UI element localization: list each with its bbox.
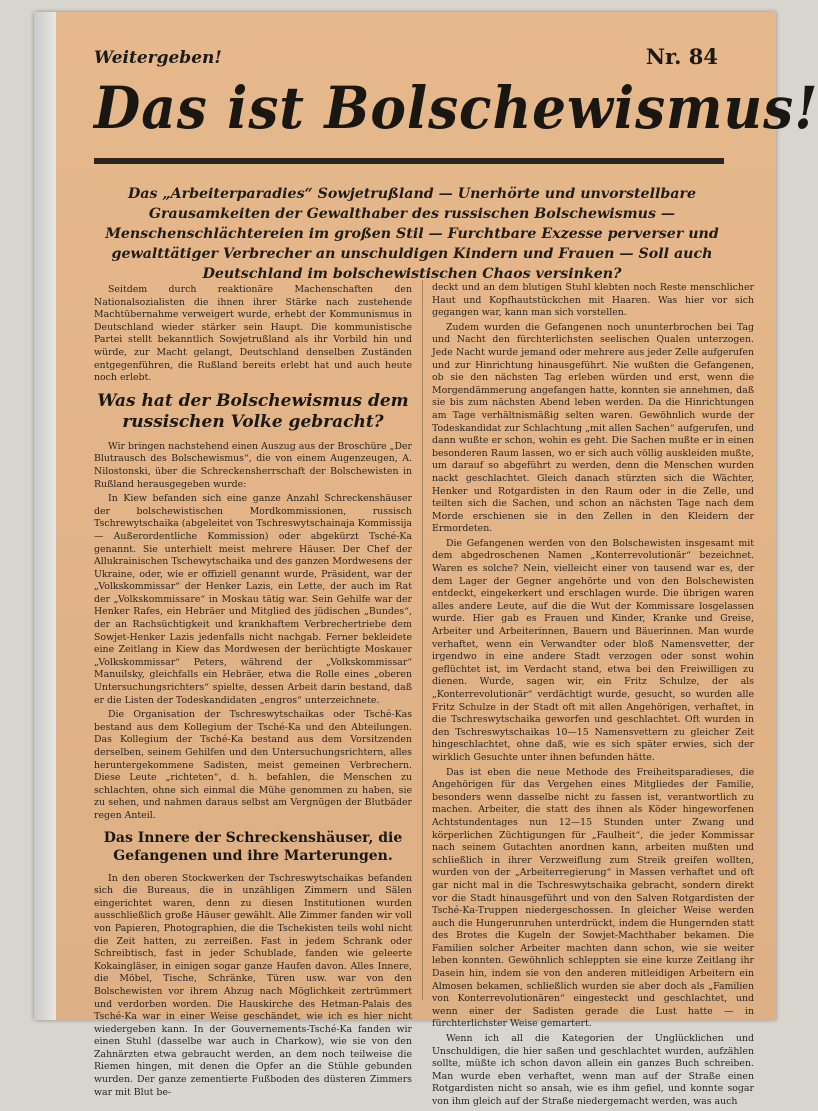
right-column xyxy=(432,282,754,1111)
paragraph: Die Gefangenen werden von den Bolschewisten insgesamt mit dem abgedroschenen Namen „Konterrevolutionär“ bezeichnet. Waren es solche? Nein, vielleicht einer von tausend war es, der dem Lager der Gegner angehörte und von den Bolschewisten entdeckt, eingekerkert und erschlagen wurde. Die übrigen waren alles andere Leute, auf die die Wut der Kommissare losgelassen wurde. Hier gab es Frauen und Kinder, Kranke und Greise, Arbeiter und Arbeiterinnen, Bauern und Bäuerinnen. Man wurde verhaftet, wenn ein Verwandter oder bloß Namensvetter, der irgendwo in eine andere Stadt verzogen oder sonst wohin geflüchtet ist, im Verdacht stand, etwa bei den Freiwilligen zu dienen. Wurde, sagen wir, ein Fritz Schulze, der als „Konterrevolutionär“ verdächtigt wurde, gesucht, so wurden alle Fritz Schulze in der Stadt oft mit allen Angehörigen, verhaftet, in die Tschreswytschaika geworfen und geschlachtet. Oft wurden in den Tschreswytschaikas 10—15 Namensvettern zu gleicher Zeit hingeschlachtet, ohne daß, wie es sich später erwies, sich der wirklich Gesuchte unter ihnen befunden hätte. xyxy=(432,537,754,763)
subheadline: Das „Arbeiterparadies“ Sowjetrußland — Unerhörte und unvorstellbare Grausamkeiten der Gewalthaber des russischen Bolschewismus — Menschenschlächtereien im großen Stil — Furchtbare Exzesse perverser und gewalttätiger Verbrecher an unschuldigen Kindern und Frauen — Soll auch Deutschland im bolschewistischen Chaos versinken? xyxy=(105,186,719,282)
issue-number: Nr. 84 xyxy=(645,44,718,69)
paragraph: Zudem wurden die Gefangenen noch ununterbrochen bei Tag und Nacht den fürchterlichsten seelischen Qualen unterzogen. Jede Nacht wurde jemand oder mehrere aus jeder Zelle aufgerufen und zur Hinrichtung hinausgeführt. Nie wußten die Gefangenen, ob sie den nächsten Tag erleben würden und erst, wenn die Morgendämmerung angefangen hatte, konnten sie annehmen, daß sie bis zum nächsten Abend leben werden. Da die Hinrichtungen am Tage verhältnismäßig selten waren. Gewöhnlich wurde der Todeskandidat zur Schlachtung „mit allen Sachen“ aufgerufen, und dann wußte er schon, wohin es geht. Die Sachen mußte er in einen besonderen Raum lassen, wo er sich auch völlig auskleiden mußte, um darauf so abgeführt zu werden, denn die Menschen wurden nackt geschlachtet. Gleich danach stürzten sich die Wächter, Henker und Rotgardisten in den Raum oder in die Zelle, und teilten sich die Sachen, und schon an nächsten Tage nach dem Morde erschienen sie in den Zellen in den Kleidern der Ermordeten. xyxy=(432,321,754,535)
leaflet-page xyxy=(34,12,818,1107)
section-heading-2: Das Innere der Schreckenshäuser, die Gefangenen und ihre Marterungen. xyxy=(103,829,403,864)
paragraph: In den oberen Stockwerken der Tschreswytschaikas befanden sich die Bureaus, die in unzähligen Zimmern und Sälen eingerichtet waren, denn zu diesen Institutionen wurden ausschließlich große Häuser gewählt. Alle Zimmer fanden wir voll von Papieren, Photographien, die die Tschekisten teils wohl nicht die Zeit hatten, zu zerreißen. Fast in jedem Schrank oder Schreibtisch, fast in jeder Schublade, fanden wie geleerte Kokaingläser, in einigen sogar ganze Haufen davon. Alles Innere, die Möbel, Tische, Schränke, Türen usw. war von den Bolschewisten vor ihrem Abzug nach Möglichkeit zertrümmert und verdorben worden. Die Hauskirche des Hetman-Palais des Tsché-Ka war in einer Weise geschändet, wie ich es hier nicht wiedergeben kann. In der Gouvernements-Tsché-Ka fanden wir einen Stuhl (dasselbe war auch in Charkow), wie sie von den Zahnärzten etwa gebraucht werden, an dem noch teilweise die Riemen hingen, mit denen die Opfer an die Stühle gebunden wurden. Der ganze zementierte Fußboden des düsteren Zimmers war mit Blut be- xyxy=(94,872,412,1098)
page-title: Das ist Bolschewismus! xyxy=(94,74,818,142)
paragraph: Wir bringen nachstehend einen Auszug aus der Broschüre „Der Blutrausch des Bolschewismus“, die von einem Augenzeugen, A. Nilostonski, über die Schreckensherrschaft der Bolschewisten in Rußland herausgegeben wurde: xyxy=(94,440,412,490)
paragraph: deckt und an dem blutigen Stuhl klebten noch Reste menschlicher Haut und Kopfhautstückchen mit Haaren. Was hier vor sich gegangen war, kann man sich vorstellen. xyxy=(432,282,754,319)
column-divider xyxy=(422,280,423,1000)
paragraph: Das ist eben die neue Methode des Freiheitsparadieses, die Angehörigen für das Vergehen eines Mitgliedes der Familie, besonders wenn dasselbe nicht zu fassen ist, verantwortlich zu machen. Arbeiter, die statt des ihnen als Köder hingeworfenen Achtstundentages nun 12—15 Stunden unter Zwang und körperlichen Züchtigungen für „Faulheit“, die jeder Kommissar nach seinem Gutachten anordnen kann, arbeiten mußten und schließlich in ihrer Verzweiflung zum Streik greifen wollten, wurden von der „Arbeiterregierung“ in Massen verhaftet und oft gar nicht mal in die Tschreswytschaika gebracht, sondern direkt vor die Stadt hinausgeführt und von den Salven Rotgardisten der Tsché-Ka-Truppen niedergeschossen. In gleicher Weise werden auch die Hungerunruhen unterdrückt, indem die Hungernden statt des Brotes die Kugeln der Sowjet-Machthaber bekamen. Die Familien solcher Arbeiter machten dann schon, wie sie weiter leben konnten. Gewöhnlich schleppten sie eine kurze Zeitlang ihr Dasein hin, indem sie von den anderen mitleidigen Arbeitern ein Almosen bekamen, schließlich wurden sie aber doch als „Familien von Konterrevolutionären“ eingesteckt und geschlachtet, und wenn einer der Sadisten gerade die Lust hatte — in fürchterlichster Weise gemartert. xyxy=(432,766,754,1030)
paragraph: Wenn ich all die Kategorien der Unglücklichen und Unschuldigen, die hier saßen und geschlachtet wurden, aufzählen sollte, müßte ich schon davon allein ein ganzes Buch schreiben. Man wurde eben verhaftet, wenn man auf der Straße einen Rotgardisten nicht so ansah, wie es ihm gefiel, und konnte sogar von ihm gleich auf der Straße niedergemacht werden, was auch xyxy=(432,1033,754,1107)
intro-paragraph: Seitdem durch reaktionäre Machenschaften den Nationalsozialisten die ihnen ihrer Stärke nach zustehende Machtübernahme verweigert wurde, erhebt der Kommunismus in Deutschland wieder stärker sein Haupt. Die kommunistische Partei stellt bekanntlich Sowjetrußland als ihr Vorbild hin und würde, zur Macht gelangt, Deutschland denselben Zuständen entgegenführen, die Rußland bereits erlebt hat und auch heute noch erlebt. xyxy=(94,284,412,384)
edge-tape xyxy=(34,12,56,1020)
section-heading-1: Was hat der Bolschewismus dem russischen Volke gebracht? xyxy=(97,390,409,432)
left-column xyxy=(94,284,412,1101)
paragraph: Die Organisation der Tschreswytschaikas oder Tsché-Kas bestand aus dem Kollegium der Tsché-Ka und den Abteilungen. Das Kollegium der Tsché-Ka bestand aus dem Vorsitzenden derselben, seinem Gehilfen und den Untersuchungsrichtern, alles heruntergekommene Sadisten, meist gemeinen Verbrechern. Diese Leute „richteten“, d. h. befahlen, die Menschen zu schlachten, ohne sich einmal die Mühe genommen zu haben, sie zu sehen, und nahmen daraus selbst am Vergnügen der Blutbäder regen Anteil. xyxy=(94,709,412,821)
kicker-text: Weitergeben! xyxy=(94,48,222,68)
title-rule xyxy=(94,158,724,164)
paragraph: In Kiew befanden sich eine ganze Anzahl Schreckenshäuser der bolschewistischen Mordkommissionen, russisch Tschrewytschaika (abgeleitet von Tschreswytschainaja Kommissija — Außerordentliche Kommission) oder abgekürzt Tsché-Ka genannt. Sie unterhielt meist mehrere Häuser. Der Chef der Allukrainischen Tschewytschaika und des ganzen Mordwesens der Ukraine, oder, wie er offiziell genannt wurde, Präsident, war der „Volkskommissar“ der Henker Lazis, ein Lette, der auch im Rat der „Volkskommissare“ in Moskau tätig war. Sein Gehilfe war der Henker Rafes, ein Hebräer und Mitglied des jüdischen „Bundes“, der an Rachsüchtigkeit und krankhaftem Verbrechertriebe dem Sowjet-Henker Lazis jedenfalls nicht nachgab. Ferner bekleidete eine Zeitlang in Kiew das Mordwesen der berüchtigte Moskauer „Volkskommissar“ Peters, während der „Volkskommissar“ Manuilsky, gleichfalls ein Hebräer, etwa die Rolle eines „oberen Untersuchungsrichters“ spielte, dessen Arbeit darin bestand, daß er die Listen der Todeskandidaten „engros“ unterzeichnete. xyxy=(94,493,412,706)
